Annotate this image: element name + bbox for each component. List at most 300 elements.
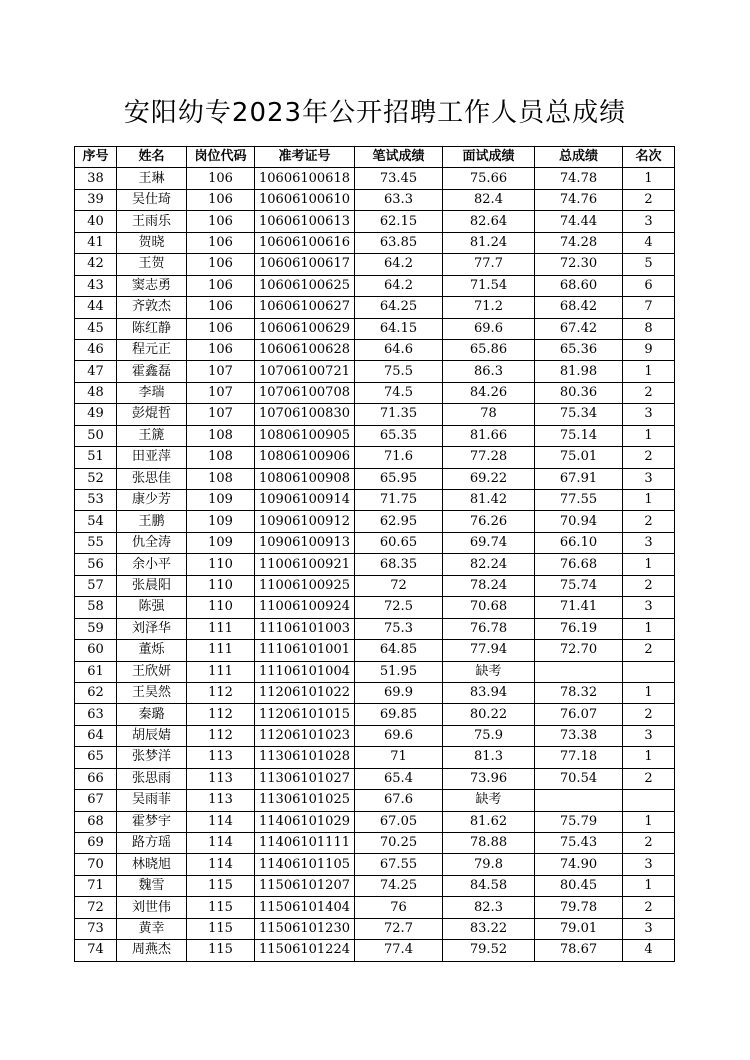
cell-index: 50	[75, 425, 117, 446]
cell-ticket-number: 11506101404	[255, 897, 355, 918]
cell-rank: 3	[623, 597, 675, 618]
cell-position-code: 107	[187, 382, 255, 403]
cell-interview-score: 76.78	[443, 618, 535, 639]
cell-position-code: 108	[187, 468, 255, 489]
cell-ticket-number: 10606100617	[255, 254, 355, 275]
cell-ticket-number: 10606100613	[255, 211, 355, 232]
table-row	[75, 468, 675, 489]
cell-total-score: 70.94	[535, 511, 623, 532]
cell-written-score: 68.35	[355, 554, 443, 575]
cell-index: 73	[75, 918, 117, 939]
cell-interview-score: 83.22	[443, 918, 535, 939]
cell-rank	[623, 661, 675, 682]
cell-position-code: 115	[187, 940, 255, 961]
cell-written-score: 69.9	[355, 682, 443, 703]
cell-total-score	[535, 790, 623, 811]
cell-interview-score: 78.24	[443, 575, 535, 596]
cell-ticket-number: 10606100618	[255, 168, 355, 189]
cell-ticket-number: 11406101105	[255, 854, 355, 875]
cell-rank: 2	[623, 189, 675, 210]
cell-name: 刘世伟	[117, 897, 187, 918]
table-row	[75, 940, 675, 961]
cell-interview-score: 78.88	[443, 833, 535, 854]
cell-rank: 8	[623, 318, 675, 339]
cell-interview-score: 79.52	[443, 940, 535, 961]
cell-written-score: 69.6	[355, 725, 443, 746]
cell-rank: 4	[623, 940, 675, 961]
cell-ticket-number: 10606100627	[255, 297, 355, 318]
cell-index: 62	[75, 682, 117, 703]
cell-total-score: 67.91	[535, 468, 623, 489]
cell-index: 71	[75, 875, 117, 896]
cell-name: 陈强	[117, 597, 187, 618]
cell-position-code: 113	[187, 790, 255, 811]
cell-index: 64	[75, 725, 117, 746]
header-ticket-number: 准考证号	[255, 147, 355, 168]
cell-rank: 1	[623, 811, 675, 832]
cell-position-code: 113	[187, 768, 255, 789]
cell-ticket-number: 10606100616	[255, 232, 355, 253]
table-row	[75, 833, 675, 854]
cell-total-score: 74.44	[535, 211, 623, 232]
cell-ticket-number: 11206101023	[255, 725, 355, 746]
cell-written-score: 72.7	[355, 918, 443, 939]
cell-rank: 6	[623, 275, 675, 296]
cell-interview-score: 84.58	[443, 875, 535, 896]
cell-position-code: 114	[187, 854, 255, 875]
cell-rank: 3	[623, 468, 675, 489]
table-row	[75, 747, 675, 768]
cell-total-score: 72.30	[535, 254, 623, 275]
cell-name: 王昊然	[117, 682, 187, 703]
table-row	[75, 875, 675, 896]
cell-interview-score: 69.22	[443, 468, 535, 489]
table-row	[75, 811, 675, 832]
cell-written-score: 62.95	[355, 511, 443, 532]
cell-written-score: 70.25	[355, 833, 443, 854]
cell-ticket-number: 10606100628	[255, 339, 355, 360]
cell-name: 董烁	[117, 640, 187, 661]
cell-index: 72	[75, 897, 117, 918]
cell-rank: 4	[623, 232, 675, 253]
header-written-score: 笔试成绩	[355, 147, 443, 168]
cell-written-score: 64.25	[355, 297, 443, 318]
cell-interview-score: 69.6	[443, 318, 535, 339]
cell-index: 41	[75, 232, 117, 253]
cell-position-code: 110	[187, 575, 255, 596]
cell-index: 42	[75, 254, 117, 275]
cell-rank: 1	[623, 554, 675, 575]
cell-position-code: 111	[187, 618, 255, 639]
cell-total-score: 66.10	[535, 532, 623, 553]
cell-name: 霍梦宇	[117, 811, 187, 832]
cell-name: 路方瑶	[117, 833, 187, 854]
cell-rank: 3	[623, 725, 675, 746]
table-row	[75, 575, 675, 596]
cell-name: 胡辰婧	[117, 725, 187, 746]
cell-position-code: 107	[187, 404, 255, 425]
cell-ticket-number: 10706100830	[255, 404, 355, 425]
cell-name: 仇全涛	[117, 532, 187, 553]
cell-index: 69	[75, 833, 117, 854]
cell-interview-score: 71.2	[443, 297, 535, 318]
cell-written-score: 73.45	[355, 168, 443, 189]
cell-written-score: 65.4	[355, 768, 443, 789]
cell-written-score: 67.6	[355, 790, 443, 811]
cell-name: 贺晓	[117, 232, 187, 253]
cell-index: 60	[75, 640, 117, 661]
cell-name: 陈红静	[117, 318, 187, 339]
cell-interview-score: 82.24	[443, 554, 535, 575]
cell-interview-score: 86.3	[443, 361, 535, 382]
cell-rank: 1	[623, 618, 675, 639]
cell-index: 40	[75, 211, 117, 232]
cell-total-score: 74.90	[535, 854, 623, 875]
cell-index: 68	[75, 811, 117, 832]
cell-index: 58	[75, 597, 117, 618]
cell-total-score: 70.54	[535, 768, 623, 789]
cell-position-code: 109	[187, 511, 255, 532]
cell-interview-score: 78	[443, 404, 535, 425]
cell-name: 张晨阳	[117, 575, 187, 596]
cell-rank: 3	[623, 918, 675, 939]
cell-index: 45	[75, 318, 117, 339]
table-header-row	[75, 147, 675, 168]
cell-name: 余小平	[117, 554, 187, 575]
cell-interview-score: 71.54	[443, 275, 535, 296]
cell-name: 王琳	[117, 168, 187, 189]
cell-rank: 1	[623, 168, 675, 189]
table-row	[75, 211, 675, 232]
cell-index: 70	[75, 854, 117, 875]
cell-name: 王雨乐	[117, 211, 187, 232]
cell-name: 王欣妍	[117, 661, 187, 682]
cell-written-score: 71.35	[355, 404, 443, 425]
table-row	[75, 254, 675, 275]
table-row	[75, 682, 675, 703]
cell-total-score: 78.32	[535, 682, 623, 703]
cell-interview-score: 81.62	[443, 811, 535, 832]
cell-ticket-number: 11406101029	[255, 811, 355, 832]
cell-written-score: 51.95	[355, 661, 443, 682]
cell-name: 彭焜哲	[117, 404, 187, 425]
cell-total-score: 80.45	[535, 875, 623, 896]
cell-written-score: 75.3	[355, 618, 443, 639]
cell-written-score: 71.75	[355, 490, 443, 511]
cell-name: 张梦洋	[117, 747, 187, 768]
table-row	[75, 790, 675, 811]
cell-index: 39	[75, 189, 117, 210]
table-row	[75, 232, 675, 253]
cell-interview-score: 84.26	[443, 382, 535, 403]
cell-written-score: 72	[355, 575, 443, 596]
cell-ticket-number: 10906100914	[255, 490, 355, 511]
cell-ticket-number: 10606100629	[255, 318, 355, 339]
cell-rank: 5	[623, 254, 675, 275]
cell-ticket-number: 11106101001	[255, 640, 355, 661]
cell-written-score: 69.85	[355, 704, 443, 725]
cell-written-score: 74.25	[355, 875, 443, 896]
cell-position-code: 106	[187, 339, 255, 360]
cell-total-score: 72.70	[535, 640, 623, 661]
cell-index: 57	[75, 575, 117, 596]
cell-interview-score: 79.8	[443, 854, 535, 875]
table-row	[75, 318, 675, 339]
cell-index: 48	[75, 382, 117, 403]
cell-rank: 2	[623, 897, 675, 918]
cell-ticket-number: 11306101025	[255, 790, 355, 811]
table-row	[75, 640, 675, 661]
table-row	[75, 297, 675, 318]
cell-rank: 2	[623, 768, 675, 789]
cell-index: 53	[75, 490, 117, 511]
table-row	[75, 425, 675, 446]
cell-rank: 9	[623, 339, 675, 360]
cell-total-score: 77.18	[535, 747, 623, 768]
cell-position-code: 115	[187, 918, 255, 939]
cell-written-score: 72.5	[355, 597, 443, 618]
cell-name: 康少芳	[117, 490, 187, 511]
cell-total-score: 73.38	[535, 725, 623, 746]
table-row	[75, 168, 675, 189]
cell-ticket-number: 10906100913	[255, 532, 355, 553]
table-row	[75, 768, 675, 789]
cell-position-code: 115	[187, 875, 255, 896]
cell-position-code: 113	[187, 747, 255, 768]
cell-total-score: 67.42	[535, 318, 623, 339]
cell-name: 霍鑫磊	[117, 361, 187, 382]
score-table	[74, 146, 675, 962]
cell-name: 王贺	[117, 254, 187, 275]
header-index: 序号	[75, 147, 117, 168]
cell-index: 49	[75, 404, 117, 425]
cell-total-score: 81.98	[535, 361, 623, 382]
cell-total-score: 65.36	[535, 339, 623, 360]
page-title: 安阳幼专2023年公开招聘工作人员总成绩	[123, 98, 627, 128]
cell-ticket-number: 11406101111	[255, 833, 355, 854]
table-body	[75, 168, 675, 961]
cell-total-score: 75.14	[535, 425, 623, 446]
table-row	[75, 189, 675, 210]
cell-written-score: 77.4	[355, 940, 443, 961]
cell-total-score: 76.68	[535, 554, 623, 575]
table-row	[75, 704, 675, 725]
cell-ticket-number: 10706100708	[255, 382, 355, 403]
cell-interview-score: 83.94	[443, 682, 535, 703]
cell-index: 63	[75, 704, 117, 725]
table-row	[75, 554, 675, 575]
cell-interview-score: 77.94	[443, 640, 535, 661]
cell-rank: 2	[623, 640, 675, 661]
cell-ticket-number: 11506101230	[255, 918, 355, 939]
cell-name: 张思佳	[117, 468, 187, 489]
cell-written-score: 67.55	[355, 854, 443, 875]
cell-written-score: 65.35	[355, 425, 443, 446]
table-row	[75, 597, 675, 618]
cell-written-score: 62.15	[355, 211, 443, 232]
cell-name: 王鹏	[117, 511, 187, 532]
header-name: 姓名	[117, 147, 187, 168]
cell-written-score: 75.5	[355, 361, 443, 382]
cell-name: 林晓旭	[117, 854, 187, 875]
header-interview-score: 面试成绩	[443, 147, 535, 168]
cell-interview-score: 81.66	[443, 425, 535, 446]
cell-total-score: 68.42	[535, 297, 623, 318]
cell-position-code: 106	[187, 254, 255, 275]
cell-ticket-number: 11306101028	[255, 747, 355, 768]
cell-written-score: 64.15	[355, 318, 443, 339]
cell-rank: 1	[623, 361, 675, 382]
cell-rank: 2	[623, 447, 675, 468]
cell-total-score: 68.60	[535, 275, 623, 296]
header-rank: 名次	[623, 147, 675, 168]
cell-position-code: 112	[187, 682, 255, 703]
cell-name: 张思雨	[117, 768, 187, 789]
cell-rank: 2	[623, 704, 675, 725]
cell-ticket-number: 11006100925	[255, 575, 355, 596]
cell-position-code: 106	[187, 318, 255, 339]
cell-position-code: 106	[187, 232, 255, 253]
cell-ticket-number: 10806100906	[255, 447, 355, 468]
cell-total-score	[535, 661, 623, 682]
cell-written-score: 63.3	[355, 189, 443, 210]
cell-interview-score: 76.26	[443, 511, 535, 532]
cell-name: 齐敦杰	[117, 297, 187, 318]
cell-rank: 3	[623, 532, 675, 553]
cell-rank: 2	[623, 575, 675, 596]
cell-ticket-number: 11106101003	[255, 618, 355, 639]
cell-position-code: 114	[187, 811, 255, 832]
cell-rank: 3	[623, 854, 675, 875]
cell-interview-score: 81.42	[443, 490, 535, 511]
cell-index: 66	[75, 768, 117, 789]
cell-position-code: 114	[187, 833, 255, 854]
cell-ticket-number: 11006100921	[255, 554, 355, 575]
cell-ticket-number: 10806100905	[255, 425, 355, 446]
table-row	[75, 725, 675, 746]
cell-position-code: 106	[187, 168, 255, 189]
cell-total-score: 79.78	[535, 897, 623, 918]
cell-written-score: 71.6	[355, 447, 443, 468]
table-row	[75, 897, 675, 918]
cell-interview-score: 81.3	[443, 747, 535, 768]
cell-total-score: 74.78	[535, 168, 623, 189]
cell-interview-score: 82.64	[443, 211, 535, 232]
cell-index: 55	[75, 532, 117, 553]
cell-index: 61	[75, 661, 117, 682]
cell-written-score: 64.2	[355, 254, 443, 275]
cell-interview-score: 65.86	[443, 339, 535, 360]
cell-position-code: 106	[187, 297, 255, 318]
cell-position-code: 112	[187, 704, 255, 725]
cell-ticket-number: 11506101224	[255, 940, 355, 961]
cell-interview-score: 73.96	[443, 768, 535, 789]
header-position-code: 岗位代码	[187, 147, 255, 168]
cell-rank: 1	[623, 747, 675, 768]
cell-interview-score: 77.28	[443, 447, 535, 468]
cell-total-score: 77.55	[535, 490, 623, 511]
cell-ticket-number: 11006100924	[255, 597, 355, 618]
table-row	[75, 618, 675, 639]
cell-ticket-number: 10906100912	[255, 511, 355, 532]
cell-position-code: 111	[187, 661, 255, 682]
cell-index: 65	[75, 747, 117, 768]
header-total-score: 总成绩	[535, 147, 623, 168]
cell-name: 刘泽华	[117, 618, 187, 639]
cell-total-score: 71.41	[535, 597, 623, 618]
cell-name: 田亚萍	[117, 447, 187, 468]
cell-rank: 3	[623, 404, 675, 425]
cell-position-code: 110	[187, 597, 255, 618]
cell-ticket-number: 10606100610	[255, 189, 355, 210]
table-row	[75, 918, 675, 939]
cell-rank: 7	[623, 297, 675, 318]
cell-position-code: 108	[187, 447, 255, 468]
cell-interview-score: 75.66	[443, 168, 535, 189]
cell-position-code: 106	[187, 275, 255, 296]
cell-name: 吴仕琦	[117, 189, 187, 210]
table-row	[75, 339, 675, 360]
cell-total-score: 79.01	[535, 918, 623, 939]
cell-written-score: 60.65	[355, 532, 443, 553]
cell-index: 54	[75, 511, 117, 532]
cell-position-code: 106	[187, 211, 255, 232]
cell-written-score: 64.85	[355, 640, 443, 661]
cell-name: 李瑞	[117, 382, 187, 403]
cell-ticket-number: 11506101207	[255, 875, 355, 896]
cell-position-code: 107	[187, 361, 255, 382]
cell-written-score: 65.95	[355, 468, 443, 489]
cell-ticket-number: 10806100908	[255, 468, 355, 489]
cell-total-score: 75.74	[535, 575, 623, 596]
cell-rank: 1	[623, 682, 675, 703]
cell-name: 周燕杰	[117, 940, 187, 961]
cell-name: 王篪	[117, 425, 187, 446]
cell-position-code: 115	[187, 897, 255, 918]
table-row	[75, 361, 675, 382]
cell-rank: 1	[623, 875, 675, 896]
cell-index: 43	[75, 275, 117, 296]
cell-written-score: 64.2	[355, 275, 443, 296]
cell-total-score: 75.79	[535, 811, 623, 832]
cell-index: 47	[75, 361, 117, 382]
cell-name: 吴雨菲	[117, 790, 187, 811]
cell-ticket-number: 10606100625	[255, 275, 355, 296]
cell-total-score: 78.67	[535, 940, 623, 961]
cell-index: 51	[75, 447, 117, 468]
cell-position-code: 112	[187, 725, 255, 746]
cell-ticket-number: 11206101015	[255, 704, 355, 725]
cell-total-score: 75.43	[535, 833, 623, 854]
cell-name: 黄幸	[117, 918, 187, 939]
cell-total-score: 74.28	[535, 232, 623, 253]
cell-rank: 2	[623, 511, 675, 532]
cell-index: 52	[75, 468, 117, 489]
cell-name: 魏雪	[117, 875, 187, 896]
cell-interview-score: 70.68	[443, 597, 535, 618]
table-row	[75, 511, 675, 532]
cell-interview-score: 缺考	[443, 661, 535, 682]
cell-total-score: 76.07	[535, 704, 623, 725]
cell-total-score: 75.34	[535, 404, 623, 425]
cell-index: 38	[75, 168, 117, 189]
cell-written-score: 67.05	[355, 811, 443, 832]
cell-total-score: 76.19	[535, 618, 623, 639]
cell-name: 秦璐	[117, 704, 187, 725]
cell-position-code: 111	[187, 640, 255, 661]
cell-position-code: 109	[187, 532, 255, 553]
cell-written-score: 64.6	[355, 339, 443, 360]
